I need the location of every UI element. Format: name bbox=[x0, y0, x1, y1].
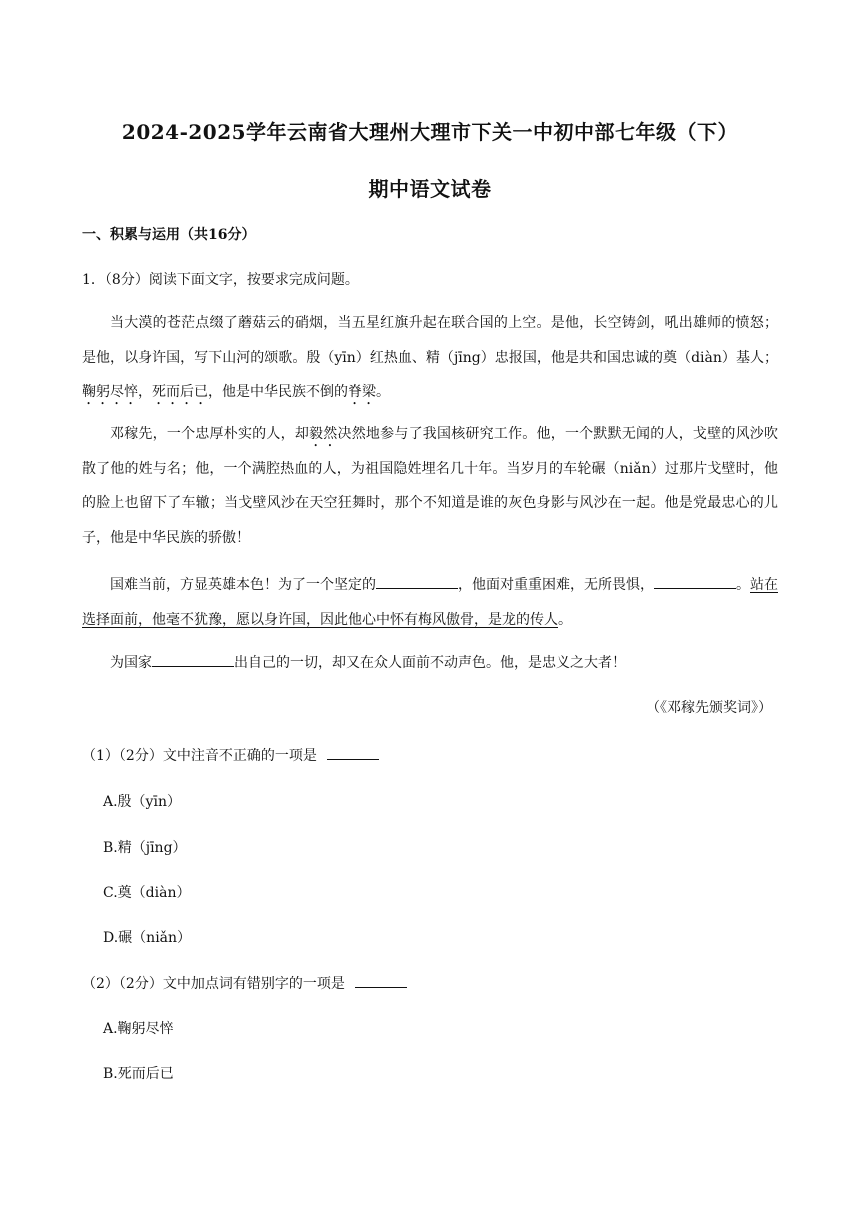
dotted-word: 死而后已 bbox=[152, 384, 208, 400]
answer-blank[interactable] bbox=[327, 745, 379, 760]
passage-text: 当大漠的苍茫点缀了蘑菇云的硝烟，当五星红旗升起在联合国的上空。是他，长空铸剑，吼出雄师的愤怒；是他，以身许国，写下山河的颂歌。殷（yīn）红热血、精（jīng）忠报国，他是共和国忠诚的奠（diàn）基人； bbox=[82, 315, 778, 366]
passage-text: 邓稼先，一个忠厚朴实的人，却 bbox=[110, 426, 310, 442]
option-a[interactable]: A.鞠躬尽悴 bbox=[103, 1021, 174, 1037]
passage-text: 国难当前，方显英雄本色！为了一个坚定的 bbox=[110, 577, 376, 593]
passage-text: ，他面对重重困难，无所畏惧， bbox=[458, 577, 654, 593]
dotted-word: 毅然 bbox=[309, 426, 338, 442]
passage-text: 。 bbox=[558, 611, 572, 628]
passage-source: （《邓稼先颁奖词》） bbox=[646, 700, 772, 716]
passage-text: 。 bbox=[376, 384, 390, 400]
passage-text: 出自己的一切，却又在众人面前不动声色。他，是忠义之大者！ bbox=[234, 655, 626, 671]
option-b[interactable]: B.死而后已 bbox=[103, 1066, 174, 1082]
passage-paragraph-4 bbox=[82, 646, 778, 681]
option-b[interactable]: B.精（jīng） bbox=[103, 840, 187, 856]
passage-paragraph-1 bbox=[82, 306, 778, 410]
section-heading: 一、积累与运用（共16分） bbox=[82, 227, 256, 243]
option-c[interactable]: C.奠（diàn） bbox=[103, 885, 191, 901]
dotted-word: 脊梁 bbox=[348, 384, 376, 400]
passage-text: ， bbox=[138, 384, 152, 400]
fill-blank[interactable] bbox=[376, 574, 458, 589]
passage-paragraph-3 bbox=[82, 568, 778, 637]
passage-text: 。 bbox=[736, 577, 750, 593]
subquestion-1 bbox=[82, 745, 379, 765]
underlined-sentence: 站在选择面前，他毫不犹豫，愿以身许国，因此他心中怀有梅风傲骨，是龙的传人 bbox=[82, 577, 778, 628]
page-subtitle: 期中语文试卷 bbox=[368, 177, 492, 201]
subquestion-stem: （1）（2分）文中注音不正确的一项是 bbox=[82, 748, 317, 764]
dotted-word: 鞠躬尽悴 bbox=[82, 384, 138, 400]
subquestion-stem: （2）（2分）文中加点词有错别字的一项是 bbox=[82, 976, 345, 992]
passage-paragraph-2 bbox=[82, 417, 778, 555]
passage-text: 决然地参与了我国核研究工作。他，一个默默无闻的人，戈壁的风沙吹散了他的姓与名；他，一个满腔热血的人，为祖国隐姓埋名几十年。当岁月的车轮碾（niǎn）过那片戈壁时，他的脸上也留下了车辙；当戈壁风沙在天空狂舞时，那个不知道是谁的灰色身影与风沙在一起。他是党最忠心的儿子，他是中华民族的骄傲！ bbox=[82, 426, 779, 546]
subquestion-2 bbox=[82, 973, 407, 993]
passage-text: 为国家 bbox=[110, 655, 152, 671]
fill-blank[interactable] bbox=[152, 652, 234, 667]
fill-blank[interactable] bbox=[654, 574, 736, 589]
option-d[interactable]: D.碾（niǎn） bbox=[103, 930, 192, 946]
answer-blank[interactable] bbox=[355, 973, 407, 988]
option-a[interactable]: A.殷（yīn） bbox=[103, 794, 181, 810]
question-intro: 1．（8分）阅读下面文字，按要求完成问题。 bbox=[82, 272, 359, 288]
page-title: 2024-2025学年云南省大理州大理市下关一中初中部七年级（下） bbox=[121, 120, 739, 144]
passage-text: ，他是中华民族不倒的 bbox=[208, 384, 348, 400]
